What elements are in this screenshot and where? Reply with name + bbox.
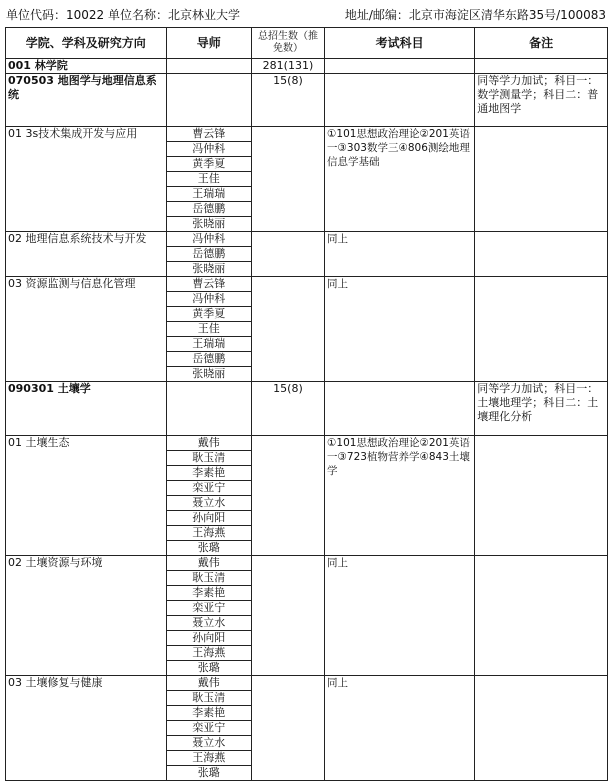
column-header-tutor: 导师 [166, 28, 251, 59]
tutor-name: 栾亚宁 [167, 481, 251, 496]
exam-subjects: 同上 [325, 676, 475, 781]
tutor-name: 李素艳 [167, 586, 251, 601]
direction-row [6, 232, 608, 277]
tutor-name: 张晓丽 [192, 262, 226, 275]
tutor-name: 王佳 [167, 322, 251, 337]
tutor-name: 张晓丽 [192, 367, 226, 380]
tutor-name: 张璐 [197, 541, 220, 554]
direction-name: 01 土壤生态 [6, 436, 167, 556]
table-header-row [6, 28, 608, 59]
tutor-name: 李素艳 [167, 706, 251, 721]
tutor-name: 王海燕 [167, 646, 251, 661]
tutor-name: 孙向阳 [167, 511, 251, 526]
college-enroll: 281(131) [251, 59, 324, 74]
exam-subjects: 同上 [325, 556, 475, 676]
direction-row [6, 277, 608, 382]
tutor-name: 冯仲科 [167, 232, 251, 247]
tutor-name: 冯仲科 [167, 142, 251, 157]
tutor-list [166, 232, 251, 277]
enrollment-table [5, 27, 608, 781]
subject-row [6, 74, 608, 127]
tutor-name: 王海燕 [167, 751, 251, 766]
column-header-remark: 备注 [475, 28, 608, 59]
subject-title: 090301 土壤学 [6, 382, 167, 436]
direction-row [6, 127, 608, 232]
tutor-name: 王海燕 [167, 526, 251, 541]
tutor-name: 张晓丽 [192, 217, 226, 230]
tutor-name: 王瑞瑞 [167, 187, 251, 202]
subject-remark: 同等学力加试；科目一：数学测量学；科目二：普通地图学 [475, 74, 608, 127]
tutor-name: 王瑞瑞 [167, 337, 251, 352]
direction-name: 02 土壤资源与环境 [6, 556, 167, 676]
tutor-name: 耿玉清 [167, 691, 251, 706]
subject-row [6, 382, 608, 436]
tutor-name: 岳德鹏 [167, 247, 251, 262]
tutor-name: 冯仲科 [167, 292, 251, 307]
tutor-name: 聂立水 [167, 496, 251, 511]
column-header-dept: 学院、学科及研究方向 [6, 28, 167, 59]
direction-row [6, 436, 608, 556]
subject-remark: 同等学力加试；科目一：土壤地理学；科目二：土壤理化分析 [475, 382, 608, 436]
column-header-enroll: 总招生数（推免数） [251, 28, 324, 59]
tutor-name: 李素艳 [167, 466, 251, 481]
direction-name: 03 土壤修复与健康 [6, 676, 167, 781]
tutor-list [166, 436, 251, 556]
tutor-name: 聂立水 [167, 736, 251, 751]
subject-enroll: 15(8) [251, 74, 324, 127]
tutor-name: 黄季夏 [167, 307, 251, 322]
tutor-name: 岳德鹏 [167, 352, 251, 367]
tutor-name: 聂立水 [167, 616, 251, 631]
page-header [6, 6, 606, 24]
tutor-name: 黄季夏 [167, 157, 251, 172]
exam-subjects: 同上 [325, 232, 475, 277]
tutor-list [166, 277, 251, 382]
exam-subjects: 同上 [325, 277, 475, 382]
address-info: 地址/邮编：北京市海淀区清华东路35号/100083 [344, 8, 606, 22]
tutor-name: 孙向阳 [167, 631, 251, 646]
institution-info: 单位代码：10022 单位名称：北京林业大学 [6, 8, 240, 22]
tutor-name: 张璐 [197, 766, 220, 779]
subject-enroll: 15(8) [251, 382, 324, 436]
column-header-exam: 考试科目 [325, 28, 475, 59]
subject-title: 070503 地图学与地理信息系统 [6, 74, 167, 127]
tutor-name: 戴伟 [167, 556, 251, 571]
tutor-name: 耿玉清 [167, 451, 251, 466]
tutor-name: 戴伟 [167, 676, 251, 691]
tutor-name: 耿玉清 [167, 571, 251, 586]
direction-row [6, 556, 608, 676]
tutor-list [166, 556, 251, 676]
exam-subjects: ①101思想政治理论②201英语一③723植物营养学④843土壤学 [325, 436, 475, 556]
tutor-name: 张璐 [197, 661, 220, 674]
tutor-list [166, 676, 251, 781]
tutor-name: 曹云锋 [167, 277, 251, 292]
college-row [6, 59, 608, 74]
tutor-list [166, 127, 251, 232]
tutor-name: 王佳 [167, 172, 251, 187]
tutor-name: 岳德鹏 [167, 202, 251, 217]
direction-name: 03 资源监测与信息化管理 [6, 277, 167, 382]
tutor-name: 栾亚宁 [167, 601, 251, 616]
tutor-name: 栾亚宁 [167, 721, 251, 736]
direction-name: 02 地理信息系统技术与开发 [6, 232, 167, 277]
exam-subjects: ①101思想政治理论②201英语一③303数学三④806测绘地理信息学基础 [325, 127, 475, 232]
tutor-name: 曹云锋 [167, 127, 251, 142]
direction-name: 01 3s技术集成开发与应用 [6, 127, 167, 232]
direction-row [6, 676, 608, 781]
college-name: 001 林学院 [6, 59, 167, 74]
tutor-name: 戴伟 [167, 436, 251, 451]
